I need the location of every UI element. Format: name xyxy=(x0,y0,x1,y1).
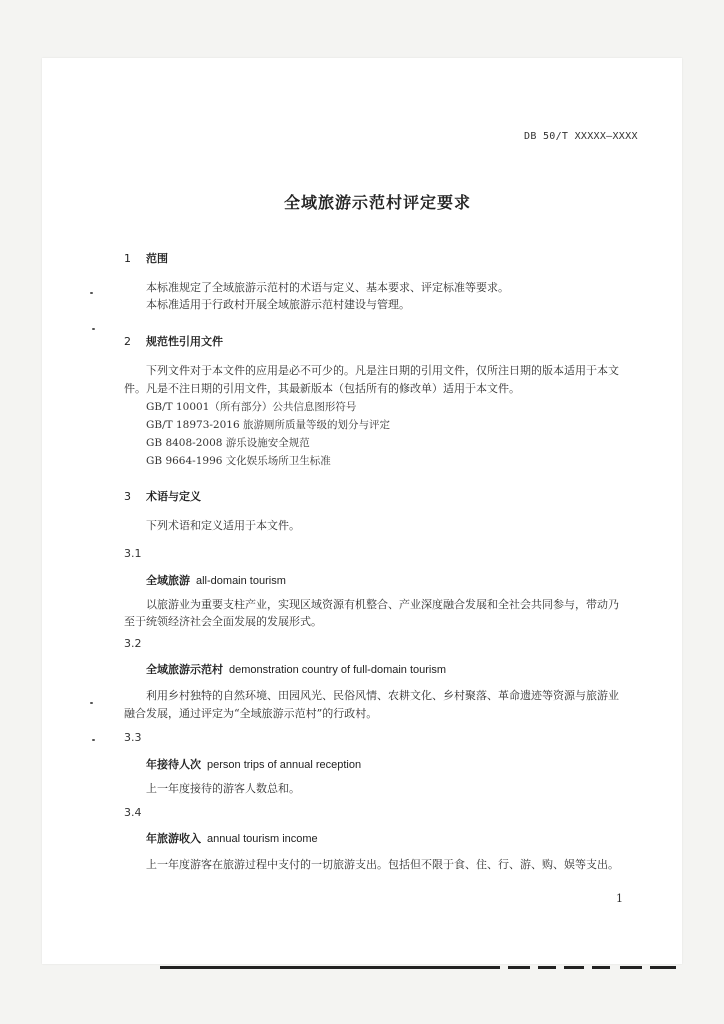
scan-speck xyxy=(90,702,93,704)
term-english: person trips of annual reception xyxy=(207,759,362,771)
section-2-heading xyxy=(124,333,223,349)
scan-speck xyxy=(90,292,93,294)
term-definition-line-1: 利用乡村独特的自然环境、田园风光、民俗风情、农耕文化、乡村聚落、革命遗迹等资源与旅游业 xyxy=(146,689,619,702)
term-english: annual tourism income xyxy=(207,833,318,845)
reference-item: GB 9664-1996 文化娱乐场所卫生标准 xyxy=(146,455,331,467)
term-chinese: 全域旅游 xyxy=(146,574,190,587)
scan-speck xyxy=(92,328,95,330)
term-entry xyxy=(146,572,286,588)
term-english: demonstration country of full-domain tourism xyxy=(229,664,447,676)
section-1-number: 1 xyxy=(124,252,131,265)
term-definition-line-2: 融合发展，通过评定为“全域旅游示范村”的行政村。 xyxy=(124,707,378,720)
section-2-intro-line-1: 下列文件对于本文件的应用是必不可少的。凡是注日期的引用文件，仅所注日期的版本适用于本文 xyxy=(146,364,619,377)
page-bottom-edge xyxy=(564,966,584,969)
section-1-line-1: 本标准规定了全域旅游示范村的术语与定义、基本要求、评定标准等要求。 xyxy=(146,281,509,294)
page-bottom-edge xyxy=(508,966,530,969)
section-3-intro: 下列术语和定义适用于本文件。 xyxy=(146,519,300,532)
term-chinese: 全域旅游示范村 xyxy=(146,663,223,676)
section-2-number: 2 xyxy=(124,335,131,348)
page-number: 1 xyxy=(616,892,623,905)
reference-item: GB/T 10001（所有部分）公共信息图形符号 xyxy=(146,401,357,413)
clause-number: 3.3 xyxy=(124,731,142,744)
section-2-title: 规范性引用文件 xyxy=(146,335,223,348)
section-1-line-2: 本标准适用于行政村开展全域旅游示范村建设与管理。 xyxy=(146,298,410,311)
clause-number: 3.4 xyxy=(124,806,142,819)
term-definition-line-1: 以旅游业为重要支柱产业，实现区域资源有机整合、产业深度融合发展和全社会共同参与，带动乃 xyxy=(146,598,619,611)
clause-number: 3.1 xyxy=(124,547,142,560)
section-2-intro-line-2: 件。凡是不注日期的引用文件，其最新版本（包括所有的修改单）适用于本文件。 xyxy=(124,382,520,395)
page-bottom-edge xyxy=(592,966,610,969)
section-3-title: 术语与定义 xyxy=(146,490,201,503)
term-english: all-domain tourism xyxy=(196,575,286,587)
page-bottom-edge xyxy=(650,966,676,969)
section-3-number: 3 xyxy=(124,490,131,503)
term-definition-line-1: 上一年度游客在旅游过程中支付的一切旅游支出。包括但不限于食、住、行、游、购、娱等支出。 xyxy=(146,858,619,871)
page-bottom-edge xyxy=(538,966,556,969)
document-number: DB 50/T XXXXX—XXXX xyxy=(524,131,638,142)
term-definition-line-1: 上一年度接待的游客人数总和。 xyxy=(146,782,300,795)
page-bottom-edge xyxy=(160,966,500,969)
term-entry xyxy=(146,661,446,677)
term-entry xyxy=(146,756,361,772)
section-1-heading xyxy=(124,250,168,266)
term-entry xyxy=(146,830,318,846)
document-title: 全域旅游示范村评定要求 xyxy=(284,193,472,212)
term-definition-line-2: 至于统领经济社会全面发展的发展形式。 xyxy=(124,615,322,628)
section-1-title: 范围 xyxy=(146,252,168,265)
reference-item: GB/T 18973-2016 旅游厕所质量等级的划分与评定 xyxy=(146,419,390,431)
scan-speck xyxy=(92,739,95,741)
term-chinese: 年旅游收入 xyxy=(146,832,201,845)
section-3-heading xyxy=(124,488,201,504)
reference-item: GB 8408-2008 游乐设施安全规范 xyxy=(146,437,310,449)
term-chinese: 年接待人次 xyxy=(146,758,201,771)
clause-number: 3.2 xyxy=(124,637,142,650)
page-bottom-edge xyxy=(620,966,642,969)
